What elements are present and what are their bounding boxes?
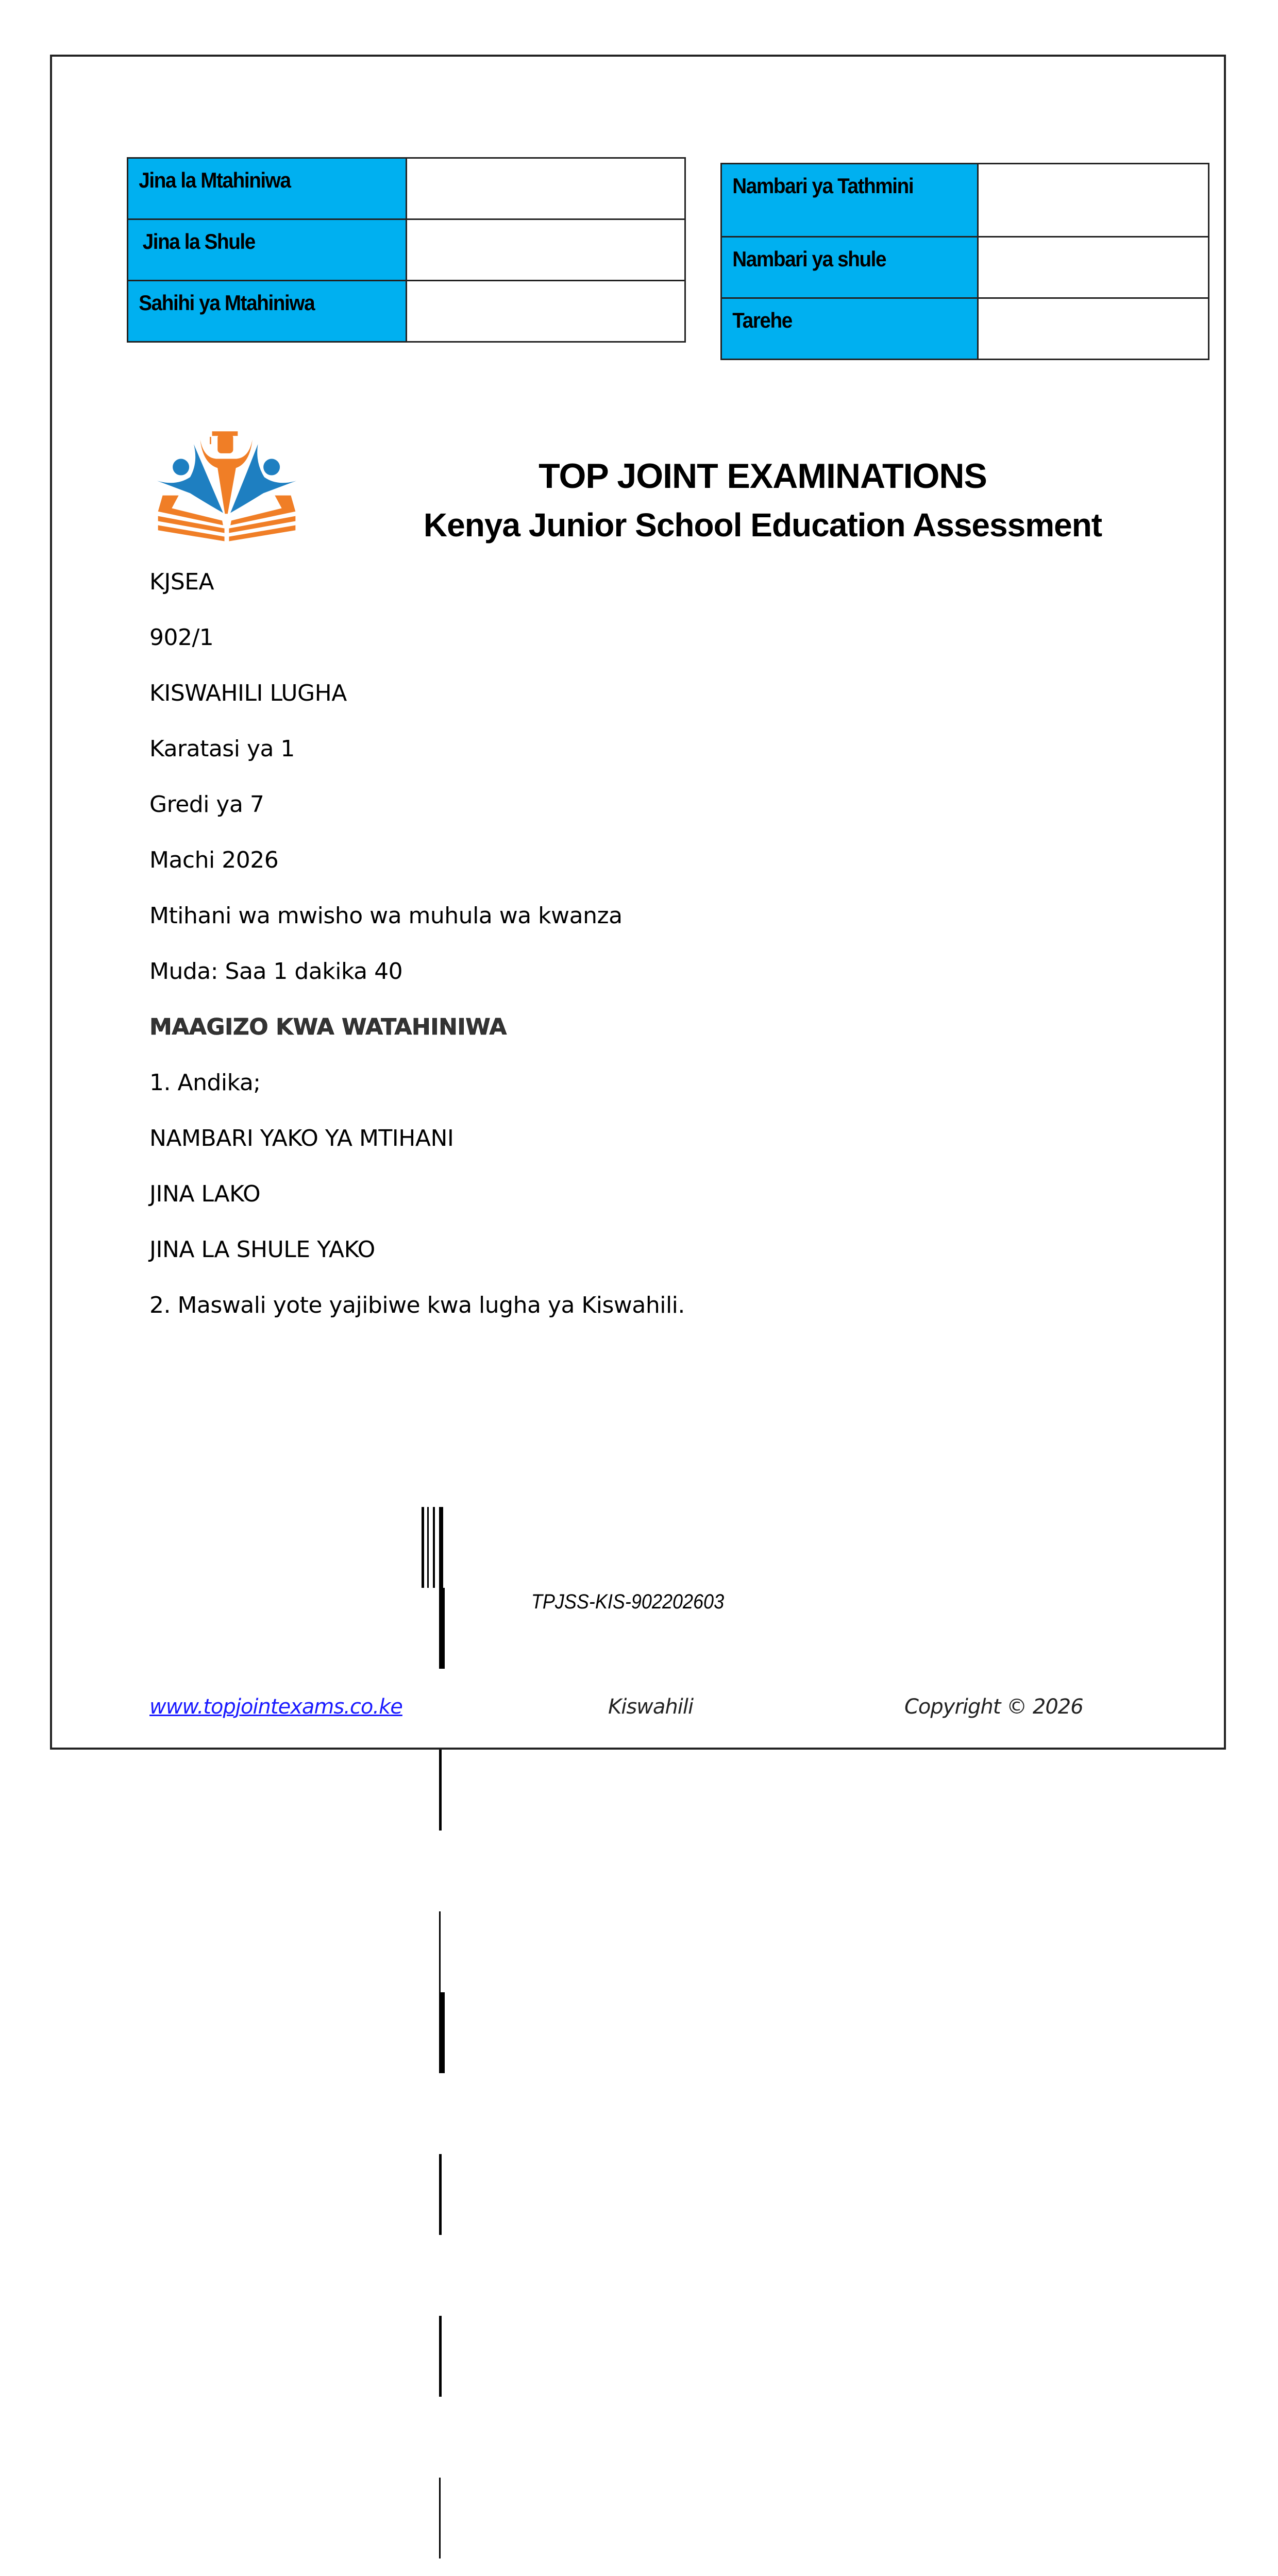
- school-name-label: Jina la Shule: [128, 219, 407, 281]
- assessment-subtitle: Kenya Junior School Education Assessment: [423, 506, 1102, 544]
- copyright-notice: Copyright © 2026: [904, 1695, 1083, 1719]
- graduation-book-logo-icon: [144, 412, 309, 551]
- assessment-number-label: Nambari ya Tathmini: [721, 164, 978, 237]
- assessment-details-table: [720, 163, 1209, 360]
- school-name-field[interactable]: [407, 219, 685, 281]
- instruction-item: JINA LA SHULE YAKO: [149, 1236, 375, 1263]
- assessment-number-field[interactable]: [978, 164, 1209, 237]
- grade-label: Gredi ya 7: [149, 791, 264, 818]
- candidate-name-label: Jina la Mtahiniwa: [128, 158, 407, 219]
- footer-subject: Kiswahili: [608, 1695, 694, 1719]
- website-link[interactable]: www.topjointexams.co.ke: [149, 1695, 402, 1719]
- candidate-details-table: [127, 157, 686, 343]
- school-number-field[interactable]: [978, 237, 1209, 298]
- candidate-name-field[interactable]: [407, 158, 685, 219]
- organization-title: TOP JOINT EXAMINATIONS: [539, 456, 987, 496]
- barcode-code: TPJSS-KIS-902202603: [531, 1590, 725, 1613]
- candidate-signature-field[interactable]: [407, 281, 685, 342]
- instruction-item: 2. Maswali yote yajibiwe kwa lugha ya Kiswahili.: [149, 1292, 685, 1318]
- instructions-heading: MAAGIZO KWA WATAHINIWA: [149, 1014, 507, 1040]
- instruction-item: NAMBARI YAKO YA MTIHANI: [149, 1125, 454, 1151]
- paper-number: 902/1: [149, 624, 214, 651]
- exam-date: Machi 2026: [149, 847, 279, 873]
- exam-code: KJSEA: [149, 569, 214, 595]
- exam-duration: Muda: Saa 1 dakika 40: [149, 958, 403, 985]
- instruction-item: JINA LAKO: [149, 1181, 261, 1207]
- barcode-icon: [422, 1507, 834, 1588]
- school-number-label: Nambari ya shule: [721, 237, 978, 298]
- exam-description: Mtihani wa mwisho wa muhula wa kwanza: [149, 903, 623, 929]
- candidate-signature-label: Sahihi ya Mtahiniwa: [128, 281, 407, 342]
- subject-name: KISWAHILI LUGHA: [149, 680, 347, 706]
- instruction-item: 1. Andika;: [149, 1070, 261, 1096]
- date-label: Tarehe: [721, 298, 978, 360]
- paper-label: Karatasi ya 1: [149, 736, 295, 762]
- paper-info: [149, 567, 685, 1346]
- date-field[interactable]: [978, 298, 1209, 360]
